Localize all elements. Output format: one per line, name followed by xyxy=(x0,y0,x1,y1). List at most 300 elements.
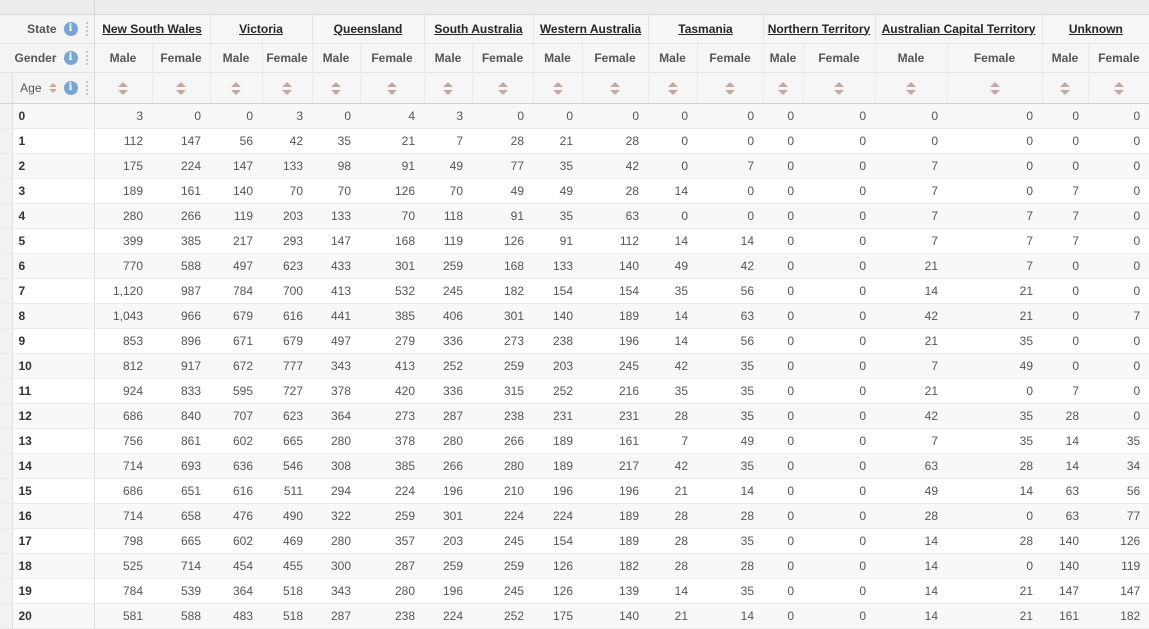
data-cell: 280 xyxy=(312,428,360,453)
data-cell: 0 xyxy=(947,128,1042,153)
table-row xyxy=(0,578,1149,603)
data-cell: 0 xyxy=(1088,328,1149,353)
data-cell: 0 xyxy=(1088,153,1149,178)
data-cell: 3 xyxy=(262,103,312,128)
state-column-header xyxy=(875,14,1042,43)
data-cell: 21 xyxy=(533,128,582,153)
data-cell: 231 xyxy=(582,403,648,428)
data-cell: 147 xyxy=(210,153,262,178)
gender-column-header xyxy=(262,43,312,72)
age-row-label: 18 xyxy=(12,553,94,578)
data-cell: 413 xyxy=(312,278,360,303)
sort-down-triangle xyxy=(725,90,735,95)
sort-up-triangle xyxy=(668,82,678,87)
data-cell: 0 xyxy=(947,103,1042,128)
data-cell: 259 xyxy=(424,253,472,278)
data-cell: 196 xyxy=(424,578,472,603)
data-cell: 280 xyxy=(360,578,424,603)
data-cell: 714 xyxy=(94,503,152,528)
table-row xyxy=(0,203,1149,228)
table-row xyxy=(0,228,1149,253)
sort-arrows-icon[interactable] xyxy=(610,82,620,95)
table-corner xyxy=(0,0,94,14)
data-cell: 147 xyxy=(152,128,210,153)
data-cell: 0 xyxy=(763,603,803,628)
data-cell: 77 xyxy=(1088,503,1149,528)
age-row-label: 11 xyxy=(12,378,94,403)
data-cell: 525 xyxy=(94,553,152,578)
data-cell: 154 xyxy=(533,278,582,303)
sort-arrows-icon[interactable] xyxy=(176,82,186,95)
data-cell: 0 xyxy=(1088,128,1149,153)
sort-arrows-icon[interactable] xyxy=(331,82,341,95)
data-cell: 14 xyxy=(875,278,947,303)
data-cell: 28 xyxy=(697,553,763,578)
data-cell: 0 xyxy=(803,578,875,603)
data-cell: 293 xyxy=(262,228,312,253)
data-cell: 259 xyxy=(472,553,533,578)
data-cell: 238 xyxy=(472,403,533,428)
data-cell: 0 xyxy=(803,153,875,178)
data-cell: 364 xyxy=(312,403,360,428)
data-cell: 4 xyxy=(360,103,424,128)
age-grip-icon[interactable] xyxy=(85,80,89,96)
data-cell: 3 xyxy=(424,103,472,128)
data-cell: 651 xyxy=(152,478,210,503)
data-cell: 217 xyxy=(582,453,648,478)
data-cell: 364 xyxy=(210,578,262,603)
age-row-label: 9 xyxy=(12,328,94,353)
data-cell: 224 xyxy=(360,478,424,503)
data-cell: 0 xyxy=(1088,103,1149,128)
data-cell: 35 xyxy=(947,403,1042,428)
data-cell: 259 xyxy=(472,353,533,378)
data-cell: 0 xyxy=(763,128,803,153)
data-cell: 840 xyxy=(152,403,210,428)
data-cell: 0 xyxy=(1042,103,1088,128)
data-cell: 616 xyxy=(262,303,312,328)
sort-up-triangle xyxy=(231,82,241,87)
sort-arrows-icon[interactable] xyxy=(231,82,241,95)
gender-column-header xyxy=(360,43,424,72)
sort-arrows-icon[interactable] xyxy=(553,82,563,95)
age-row-label: 16 xyxy=(12,503,94,528)
sort-arrows-icon[interactable] xyxy=(118,82,128,95)
data-cell: 0 xyxy=(763,553,803,578)
sort-arrows-icon[interactable] xyxy=(282,82,292,95)
data-cell: 0 xyxy=(763,153,803,178)
age-row-label: 17 xyxy=(12,528,94,553)
data-cell: 0 xyxy=(763,478,803,503)
data-cell: 7 xyxy=(697,153,763,178)
data-cell: 0 xyxy=(947,153,1042,178)
data-cell: 0 xyxy=(763,303,803,328)
sort-down-triangle xyxy=(118,90,128,95)
data-cell: 287 xyxy=(360,553,424,578)
data-cell: 0 xyxy=(1088,253,1149,278)
data-cell: 245 xyxy=(424,278,472,303)
data-cell: 49 xyxy=(533,178,582,203)
data-cell: 14 xyxy=(875,553,947,578)
data-cell: 14 xyxy=(697,228,763,253)
data-cell: 279 xyxy=(360,328,424,353)
sort-down-triangle xyxy=(443,90,453,95)
row-gutter xyxy=(0,72,12,103)
data-cell: 0 xyxy=(803,253,875,278)
column-sort-cell xyxy=(697,72,763,103)
data-cell: 301 xyxy=(360,253,424,278)
sort-down-triangle xyxy=(553,90,563,95)
data-cell: 0 xyxy=(210,103,262,128)
data-cell: 56 xyxy=(210,128,262,153)
state-link-3[interactable]: South Australia xyxy=(434,21,523,36)
data-cell: 455 xyxy=(262,553,312,578)
data-cell: 0 xyxy=(697,128,763,153)
gender-column-header xyxy=(94,43,152,72)
state-link-7[interactable]: Australian Capital Territory xyxy=(881,21,1036,36)
gender-column-header xyxy=(152,43,210,72)
sort-down-triangle xyxy=(610,90,620,95)
data-cell: 42 xyxy=(875,303,947,328)
state-grip-icon[interactable] xyxy=(85,21,89,37)
column-sort-cell xyxy=(94,72,152,103)
data-cell: 0 xyxy=(697,178,763,203)
gender-column-label: Female xyxy=(1098,50,1140,65)
top-strip xyxy=(0,0,1149,14)
gender-info-icon[interactable]: i xyxy=(64,51,78,65)
table-row xyxy=(0,278,1149,303)
data-cell: 0 xyxy=(763,103,803,128)
data-cell: 0 xyxy=(803,203,875,228)
data-cell: 588 xyxy=(152,253,210,278)
data-cell: 0 xyxy=(582,103,648,128)
state-link-0[interactable]: New South Wales xyxy=(102,21,202,36)
data-cell: 679 xyxy=(210,303,262,328)
data-cell: 0 xyxy=(1088,203,1149,228)
data-cell: 126 xyxy=(1088,528,1149,553)
data-cell: 133 xyxy=(312,203,360,228)
data-cell: 21 xyxy=(947,303,1042,328)
age-row-label: 10 xyxy=(12,353,94,378)
data-cell: 196 xyxy=(533,478,582,503)
data-cell: 216 xyxy=(582,378,648,403)
data-cell: 483 xyxy=(210,603,262,628)
data-cell: 511 xyxy=(262,478,312,503)
data-cell: 266 xyxy=(152,203,210,228)
row-gutter xyxy=(0,578,12,603)
data-cell: 518 xyxy=(262,603,312,628)
age-row-label: 3 xyxy=(12,178,94,203)
column-sort-cell xyxy=(1088,72,1149,103)
state-label: State xyxy=(27,21,57,36)
gender-column-label: Male xyxy=(659,50,686,65)
gender-column-label: Male xyxy=(1051,50,1079,65)
data-cell: 0 xyxy=(947,503,1042,528)
data-cell: 0 xyxy=(763,353,803,378)
data-cell: 301 xyxy=(424,503,472,528)
data-cell: 42 xyxy=(697,253,763,278)
state-link-5[interactable]: Tasmania xyxy=(678,21,733,36)
data-cell: 441 xyxy=(312,303,360,328)
data-cell: 727 xyxy=(262,378,312,403)
data-cell: 21 xyxy=(648,478,697,503)
age-row-label: 15 xyxy=(12,478,94,503)
age-row-label: 20 xyxy=(12,603,94,628)
data-cell: 987 xyxy=(152,278,210,303)
data-cell: 490 xyxy=(262,503,312,528)
gender-column-header xyxy=(582,43,648,72)
data-cell: 91 xyxy=(533,228,582,253)
data-cell: 14 xyxy=(947,478,1042,503)
row-gutter xyxy=(0,253,12,278)
data-cell: 378 xyxy=(312,378,360,403)
state-header-row xyxy=(0,14,1149,43)
data-cell: 0 xyxy=(648,103,697,128)
data-cell: 273 xyxy=(472,328,533,353)
row-gutter xyxy=(0,153,12,178)
sort-arrows-icon[interactable] xyxy=(1114,82,1124,95)
data-cell: 7 xyxy=(875,353,947,378)
row-gutter xyxy=(0,378,12,403)
sort-up-triangle xyxy=(834,82,844,87)
age-row-label: 19 xyxy=(12,578,94,603)
data-cell: 0 xyxy=(803,378,875,403)
data-cell: 168 xyxy=(360,228,424,253)
gender-column-label: Male xyxy=(544,50,571,65)
state-link-6[interactable]: Northern Territory xyxy=(767,21,871,36)
table-row xyxy=(0,428,1149,453)
gender-grip-icon[interactable] xyxy=(85,50,89,66)
data-cell: 0 xyxy=(533,103,582,128)
sort-down-triangle xyxy=(778,90,788,95)
data-cell: 224 xyxy=(472,503,533,528)
sort-arrows-icon[interactable] xyxy=(668,82,678,95)
data-cell: 0 xyxy=(803,228,875,253)
data-cell: 63 xyxy=(697,303,763,328)
data-cell: 0 xyxy=(648,128,697,153)
data-cell: 14 xyxy=(648,303,697,328)
state-link-4[interactable]: Western Australia xyxy=(539,21,642,36)
data-cell: 49 xyxy=(697,428,763,453)
data-cell: 28 xyxy=(648,528,697,553)
data-cell: 28 xyxy=(947,453,1042,478)
column-sort-cell xyxy=(262,72,312,103)
data-cell: 385 xyxy=(360,453,424,478)
sort-arrows-icon[interactable] xyxy=(1060,82,1070,95)
column-sort-cell xyxy=(360,72,424,103)
data-cell: 0 xyxy=(763,278,803,303)
data-cell: 679 xyxy=(262,328,312,353)
row-header-state xyxy=(0,14,94,43)
data-cell: 0 xyxy=(1042,303,1088,328)
data-cell: 0 xyxy=(312,103,360,128)
data-cell: 112 xyxy=(582,228,648,253)
data-cell: 784 xyxy=(94,578,152,603)
data-cell: 245 xyxy=(472,578,533,603)
sort-arrows-icon[interactable] xyxy=(990,82,1000,95)
data-cell: 0 xyxy=(1042,153,1088,178)
data-cell: 238 xyxy=(533,328,582,353)
table-row xyxy=(0,328,1149,353)
data-cell: 7 xyxy=(1042,178,1088,203)
sort-arrows-icon[interactable] xyxy=(906,82,916,95)
sort-arrows-icon[interactable] xyxy=(778,82,788,95)
data-cell: 56 xyxy=(697,278,763,303)
data-cell: 203 xyxy=(533,353,582,378)
data-cell: 139 xyxy=(582,578,648,603)
data-cell: 259 xyxy=(424,553,472,578)
data-cell: 672 xyxy=(210,353,262,378)
sort-arrows-icon[interactable] xyxy=(387,82,397,95)
data-cell: 91 xyxy=(472,203,533,228)
gender-column-header xyxy=(648,43,697,72)
data-cell: 14 xyxy=(648,578,697,603)
row-header-age xyxy=(12,72,94,103)
table-row xyxy=(0,603,1149,628)
data-cell: 35 xyxy=(947,428,1042,453)
data-cell: 658 xyxy=(152,503,210,528)
data-cell: 1,043 xyxy=(94,303,152,328)
data-cell: 28 xyxy=(648,403,697,428)
data-cell: 182 xyxy=(472,278,533,303)
data-cell: 35 xyxy=(312,128,360,153)
data-cell: 63 xyxy=(1042,503,1088,528)
age-info-icon[interactable]: i xyxy=(64,81,78,95)
state-link-1[interactable]: Victoria xyxy=(239,21,283,36)
data-cell: 0 xyxy=(803,478,875,503)
data-cell: 7 xyxy=(875,178,947,203)
data-cell: 7 xyxy=(875,203,947,228)
data-cell: 413 xyxy=(360,353,424,378)
data-cell: 34 xyxy=(1088,453,1149,478)
data-cell: 203 xyxy=(424,528,472,553)
data-cell: 0 xyxy=(1088,378,1149,403)
data-cell: 0 xyxy=(803,303,875,328)
state-column-header xyxy=(424,14,533,43)
data-cell: 28 xyxy=(947,528,1042,553)
data-cell: 7 xyxy=(1042,378,1088,403)
data-cell: 168 xyxy=(472,253,533,278)
data-cell: 0 xyxy=(763,203,803,228)
data-cell: 14 xyxy=(648,228,697,253)
data-cell: 21 xyxy=(360,128,424,153)
data-cell: 602 xyxy=(210,428,262,453)
data-cell: 119 xyxy=(210,203,262,228)
data-cell: 812 xyxy=(94,353,152,378)
gender-column-header xyxy=(472,43,533,72)
data-cell: 35 xyxy=(1088,428,1149,453)
row-gutter xyxy=(0,203,12,228)
data-cell: 0 xyxy=(803,103,875,128)
row-gutter xyxy=(0,453,12,478)
sort-down-triangle xyxy=(668,90,678,95)
data-cell: 42 xyxy=(582,153,648,178)
sort-arrows-icon[interactable] xyxy=(725,82,735,95)
data-cell: 28 xyxy=(472,128,533,153)
data-cell: 0 xyxy=(1042,278,1088,303)
gender-column-header xyxy=(697,43,763,72)
column-sort-cell xyxy=(648,72,697,103)
sort-up-triangle xyxy=(610,82,620,87)
data-cell: 21 xyxy=(947,278,1042,303)
gender-column-label: Female xyxy=(594,50,636,65)
state-link-8[interactable]: Unknown xyxy=(1068,21,1123,36)
data-cell: 35 xyxy=(648,278,697,303)
data-cell: 35 xyxy=(947,328,1042,353)
sort-arrows-icon[interactable] xyxy=(443,82,453,95)
data-cell: 21 xyxy=(875,378,947,403)
data-cell: 119 xyxy=(424,228,472,253)
data-cell: 231 xyxy=(533,403,582,428)
table-row xyxy=(0,553,1149,578)
row-gutter xyxy=(0,303,12,328)
row-header-gender xyxy=(0,43,94,72)
data-cell: 924 xyxy=(94,378,152,403)
age-sort-arrows-icon[interactable] xyxy=(49,83,57,93)
data-cell: 280 xyxy=(94,203,152,228)
data-cell: 336 xyxy=(424,328,472,353)
data-cell: 35 xyxy=(697,378,763,403)
data-cell: 0 xyxy=(763,253,803,278)
data-cell: 14 xyxy=(648,178,697,203)
data-cell: 3 xyxy=(94,103,152,128)
gender-column-label: Female xyxy=(371,50,413,65)
data-cell: 399 xyxy=(94,228,152,253)
state-link-2[interactable]: Queensland xyxy=(333,21,403,36)
data-cell: 35 xyxy=(697,528,763,553)
data-cell: 0 xyxy=(763,428,803,453)
data-cell: 21 xyxy=(875,253,947,278)
age-row-label: 4 xyxy=(12,203,94,228)
data-cell: 406 xyxy=(424,303,472,328)
sort-arrows-icon[interactable] xyxy=(834,82,844,95)
data-cell: 210 xyxy=(472,478,533,503)
sort-up-triangle xyxy=(725,82,735,87)
data-cell: 182 xyxy=(1088,603,1149,628)
data-cell: 287 xyxy=(424,403,472,428)
data-cell: 70 xyxy=(424,178,472,203)
data-cell: 63 xyxy=(1042,478,1088,503)
state-info-icon[interactable]: i xyxy=(64,22,78,36)
gender-column-header xyxy=(1042,43,1088,72)
state-column-header xyxy=(648,14,763,43)
gender-column-header xyxy=(533,43,582,72)
data-cell: 161 xyxy=(582,428,648,453)
data-cell: 35 xyxy=(648,378,697,403)
table-row xyxy=(0,378,1149,403)
data-cell: 0 xyxy=(1088,278,1149,303)
data-cell: 196 xyxy=(424,478,472,503)
data-cell: 140 xyxy=(1042,528,1088,553)
sort-arrows-icon[interactable] xyxy=(498,82,508,95)
data-cell: 70 xyxy=(262,178,312,203)
data-cell: 217 xyxy=(210,228,262,253)
data-cell: 0 xyxy=(947,178,1042,203)
data-cell: 7 xyxy=(947,228,1042,253)
sort-up-triangle xyxy=(176,82,186,87)
data-cell: 636 xyxy=(210,453,262,478)
column-sort-cell xyxy=(152,72,210,103)
table-row xyxy=(0,128,1149,153)
data-cell: 0 xyxy=(1042,253,1088,278)
sort-up-triangle xyxy=(1060,82,1070,87)
gender-column-header xyxy=(210,43,262,72)
table-row xyxy=(0,528,1149,553)
data-cell: 0 xyxy=(803,403,875,428)
data-cell: 966 xyxy=(152,303,210,328)
data-cell: 252 xyxy=(424,353,472,378)
table-row xyxy=(0,153,1149,178)
